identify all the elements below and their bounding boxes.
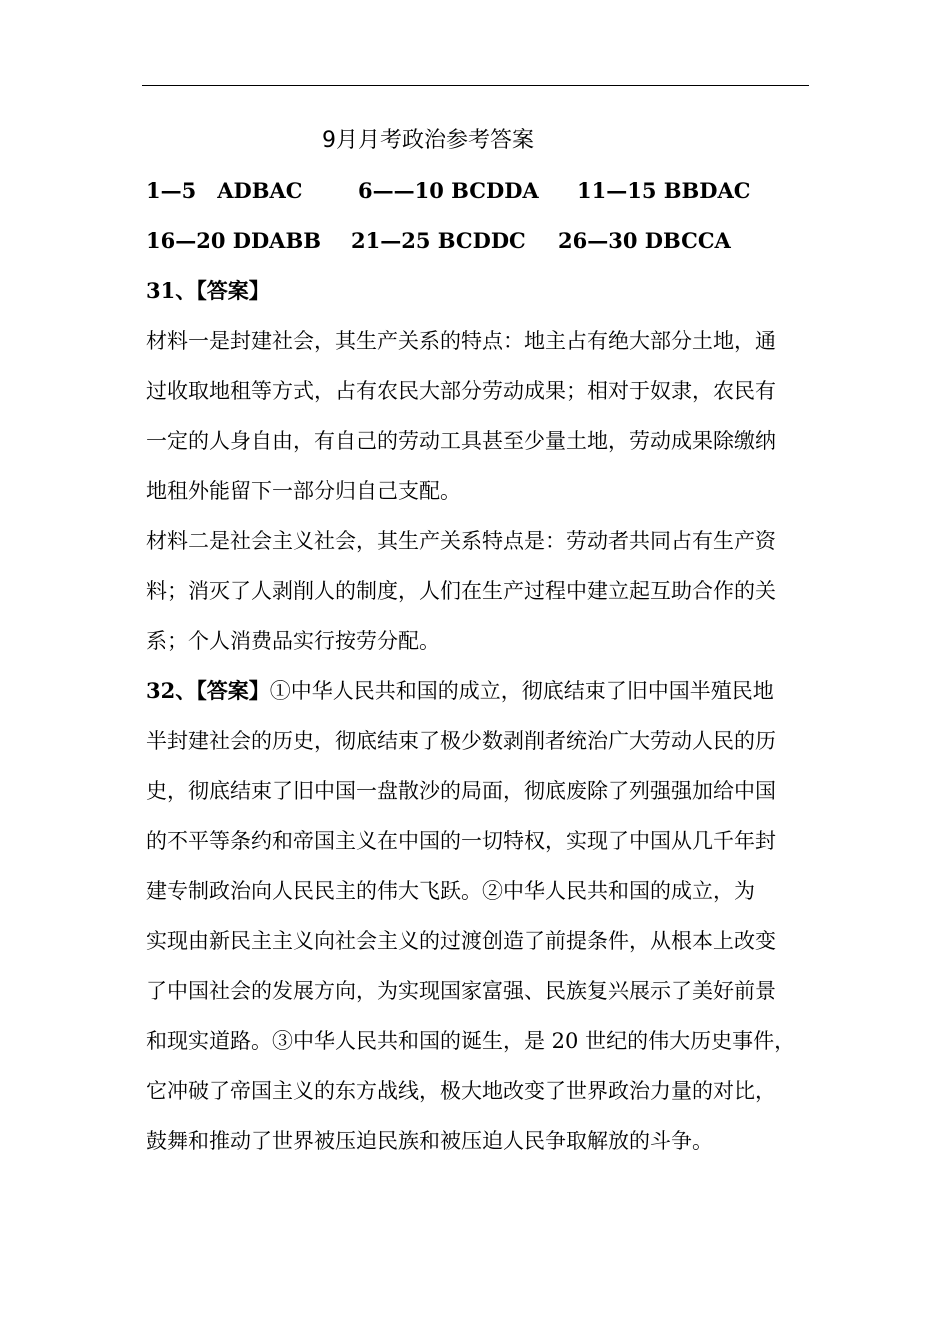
answer-group: 16—20 DDABB — [146, 228, 321, 253]
q32-text-line: 实现由新民主主义向社会主义的过渡创造了前提条件，从根本上改变 — [146, 929, 776, 953]
q31-text-line: 料；消灭了人剥削人的制度，人们在生产过程中建立起互助合作的关 — [146, 579, 776, 603]
q32-text-line: 半封建社会的历史，彻底结束了极少数剥削者统治广大劳动人民的历 — [146, 729, 776, 753]
q32-text-line: 它冲破了帝国主义的东方战线，极大地改变了世界政治力量的对比， — [146, 1079, 776, 1103]
q32-text-line: 建专制政治向人民民主的伟大飞跃。②中华人民共和国的成立，为 — [146, 879, 755, 903]
q31-text-line: 一定的人身自由，有自己的劳动工具甚至少量土地，劳动成果除缴纳 — [146, 429, 776, 453]
answer-group: 21—25 BCDDC — [351, 228, 526, 253]
q32-text-line: 了中国社会的发展方向，为实现国家富强、民族复兴展示了美好前景 — [146, 979, 776, 1003]
q32-text: ①中华人民共和国的成立，彻底结束了旧中国半殖民地 — [269, 679, 774, 703]
q31-text-line: 地租外能留下一部分归自己支配。 — [146, 479, 461, 503]
q32-text-line: 的不平等条约和帝国主义在中国的一切特权，实现了中国从几千年封 — [146, 829, 776, 853]
header-rule — [142, 85, 809, 86]
q32-text-line: 鼓舞和推动了世界被压迫民族和被压迫人民争取解放的斗争。 — [146, 1129, 713, 1153]
q32-text-line: 和现实道路。③中华人民共和国的诞生，是 20 世纪的伟大历史事件， — [146, 1029, 796, 1053]
q31-text-line: 过收取地租等方式，占有农民大部分劳动成果；相对于奴隶，农民有 — [146, 379, 776, 403]
document-title: 9月月考政治参考答案 — [322, 128, 534, 153]
choice-answers-row-1 — [146, 174, 826, 208]
q31-text-line: 材料一是封建社会，其生产关系的特点：地主占有绝大部分土地，通 — [146, 329, 776, 353]
q31-text-line: 材料二是社会主义社会，其生产关系特点是：劳动者共同占有生产资 — [146, 529, 776, 553]
question-32-heading: 32、【答案】 — [146, 678, 270, 703]
choice-answers-row-2 — [146, 224, 826, 258]
q31-text-line: 系；个人消费品实行按劳分配。 — [146, 629, 440, 653]
q32-text-line: 史，彻底结束了旧中国一盘散沙的局面，彻底废除了列强强加给中国 — [146, 779, 776, 803]
q32-first-line — [146, 674, 774, 708]
answer-group: 6——10 BCDDA — [358, 178, 539, 203]
question-31-heading: 31、【答案】 — [146, 278, 270, 303]
answer-group: 26—30 DBCCA — [558, 228, 731, 253]
answer-group: 1—5 ADBAC — [146, 178, 303, 203]
answer-group: 11—15 BBDAC — [577, 178, 751, 203]
